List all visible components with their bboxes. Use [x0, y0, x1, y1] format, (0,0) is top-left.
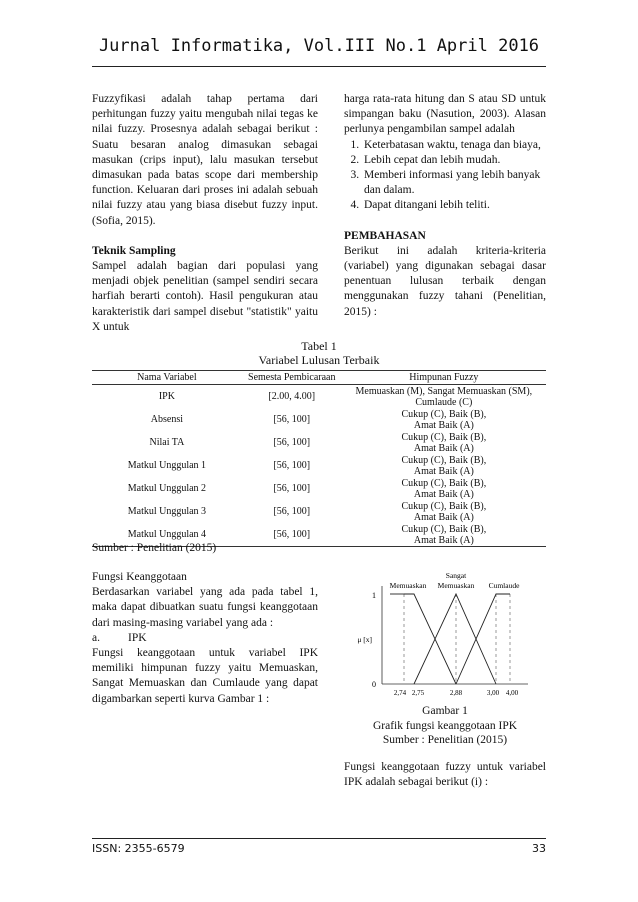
table-cell: IPK: [158, 391, 175, 403]
table-header: Nama Variabel: [92, 371, 242, 385]
footer-rule: [92, 838, 546, 839]
table-title: Variabel Lulusan Terbaik: [258, 352, 380, 367]
journal-header: Jurnal Informatika, Vol.III No.1 April 2016: [98, 36, 540, 56]
table-cell: [56, 100]: [273, 437, 311, 449]
x-tick-label: 4,00: [505, 689, 519, 697]
table-header: Himpunan Fuzzy: [342, 371, 546, 385]
table-row: [92, 408, 546, 431]
fungsi-paragraph: Berdasarkan variabel yang ada pada tabel 1, maka dapat dibuatkan suatu fungsi keanggotaan dari masing-masing variabel yang ada :: [92, 586, 318, 629]
figure-number: Gambar 1: [422, 705, 468, 717]
x-tick-label: 3,00: [486, 689, 500, 697]
cell-line: Cukup (C), Baik (B),: [401, 500, 487, 512]
table-cell: [342, 431, 546, 454]
pembahasan-paragraph: Berikut ini adalah kriteria-kriteria (variabel) yang digunakan sebagai dasar penentuan lulusan terbaik dengan menggunakan fuzzy tahani (Penelitian, 2015) :: [344, 244, 546, 318]
table-cell: [342, 454, 546, 477]
cell-line: Cumlaude (C): [415, 396, 473, 408]
cell-line: Amat Baik (A): [413, 511, 474, 523]
table-number: Tabel 1: [301, 339, 337, 353]
table-row: [92, 477, 546, 500]
table-cell: [342, 385, 546, 409]
section-heading-pembahasan: PEMBAHASAN: [344, 229, 426, 242]
series-line-sangat-memuaskan: [414, 594, 496, 684]
series-label-sangat: Sangat: [445, 571, 467, 580]
y-axis-label: μ [x]: [357, 635, 372, 644]
list-item: 3. Memberi informasi yang lebih banyak dan dalam.: [362, 168, 546, 198]
table-cell: Absensi: [150, 414, 184, 426]
section-heading-fungsi: Fungsi Keanggotaan: [92, 571, 187, 583]
table-row: [92, 431, 546, 454]
table-header: Semesta Pembicaraan: [242, 371, 342, 385]
sampling-paragraph: Sampel adalah bagian dari populasi yang menjadi objek penelitian (sampel sendiri secara harfiah berarti contoh). Hasil pengukuran atau karakteristik dari sampel disebut "statistik" yaitu X untuk: [92, 260, 318, 333]
section-heading-sampling: Teknik Sampling: [92, 244, 176, 257]
cell-line: Cukup (C), Baik (B),: [401, 431, 487, 443]
series-label-sangat-memuaskan: Memuaskan: [437, 581, 475, 590]
figure-caption: [344, 704, 546, 748]
page-number: 33: [532, 842, 546, 855]
table-cell: [2.00, 4.00]: [268, 391, 316, 403]
series-line-cumlaude: [456, 594, 510, 684]
footer: [92, 842, 546, 855]
table-cell: [56, 100]: [242, 523, 342, 547]
cell-line: Amat Baik (A): [413, 442, 474, 454]
list-item: 1. Keterbatasan waktu, tenaga dan biaya,: [362, 138, 546, 153]
cell-line: Cukup (C), Baik (B),: [401, 408, 487, 420]
x-tick-label: 2,75: [411, 689, 425, 697]
table-cell: [56, 100]: [273, 460, 311, 472]
cell-line: Amat Baik (A): [413, 534, 474, 546]
table-row: [92, 454, 546, 477]
x-tick-label: 2,88: [449, 689, 463, 697]
table-cell: Matkul Unggulan 3: [127, 506, 207, 518]
y-tick-label: 1: [372, 591, 376, 600]
ipk-function-paragraph: Fungsi keanggotaan fuzzy untuk variabel IPK adalah sebagai berikut (i) :: [344, 761, 546, 789]
table-cell: Matkul Unggulan 1: [127, 460, 207, 472]
figure-source: Sumber : Penelitian (2015): [382, 734, 508, 746]
table-cell: Matkul Unggulan 4: [92, 523, 242, 547]
table-header-row: [92, 371, 546, 385]
cell-line: Amat Baik (A): [413, 419, 474, 431]
cell-line: Amat Baik (A): [413, 488, 474, 500]
list-item: 2. Lebih cepat dan lebih mudah.: [362, 153, 546, 168]
issn: ISSN: 2355-6579: [92, 842, 185, 855]
left-column: [92, 92, 318, 335]
figure-title: Grafik fungsi keanggotaan IPK: [372, 719, 518, 732]
fuzzyfikasi-paragraph: Fuzzyfikasi adalah tahap pertama dari perhitungan fuzzy yaitu mengubah nilai tegas ke nilai fuzzy. Prosesnya adalah sebagai berikut : Suatu besaran analog dimasukan sebagai masukan (crips input), lalu masukan tersebut dimasukan pada batas scope dari membership function. Keluaran dari proses ini adalah sebuah nilai fuzzy atau yang biasa disebut fuzzy input. (Sofia, 2015).: [92, 93, 318, 227]
sampling-continued-paragraph: harga rata-rata hitung dan S atau SD untuk simpangan baku (Nasution, 2003). Alasan perlunya pengambilan sampel adalah: [344, 93, 546, 136]
table-cell: [342, 523, 546, 547]
cell-line: Amat Baik (A): [413, 465, 474, 477]
table-cell: [56, 100]: [273, 483, 311, 495]
header-rule: [92, 66, 546, 67]
table-row: [92, 385, 546, 409]
table-cell: [342, 408, 546, 431]
cell-line: Memuaskan (M), Sangat Memuaskan (SM),: [355, 385, 533, 397]
item-text: IPK: [127, 631, 147, 644]
variables-table: [92, 370, 546, 547]
ipk-paragraph: Fungsi keanggotaan untuk variabel IPK memiliki himpunan fuzzy yaitu Memuaskan, Sangat Memuaskan dan Cumlaude yang dapat digambarkan seperti kurva Gambar 1 :: [92, 647, 318, 705]
series-label-cumlaude: Cumlaude: [488, 581, 520, 590]
right-column-lower: [344, 760, 546, 790]
left-column-lower: [92, 570, 318, 707]
right-column: [344, 92, 546, 320]
series-line-memuaskan: [404, 594, 456, 684]
item-label: a.: [92, 631, 100, 644]
table-caption: [92, 340, 546, 367]
x-tick-label: 2,74: [393, 689, 407, 697]
table-cell: [56, 100]: [273, 506, 311, 518]
list-item: 4. Dapat ditangani lebih teliti.: [362, 198, 546, 213]
cell-line: Cukup (C), Baik (B),: [401, 523, 487, 535]
y-tick-label: 0: [372, 680, 376, 689]
series-label-memuaskan: Memuaskan: [389, 581, 427, 590]
table-row: [92, 500, 546, 523]
table-cell: Matkul Unggulan 2: [127, 483, 207, 495]
cell-line: Cukup (C), Baik (B),: [401, 477, 487, 489]
cell-line: Cukup (C), Baik (B),: [401, 454, 487, 466]
table-cell: [342, 477, 546, 500]
reasons-list: [344, 138, 546, 214]
table-cell: Nilai TA: [149, 437, 185, 449]
table-cell: [56, 100]: [273, 414, 311, 426]
table-cell: [342, 500, 546, 523]
table-source: Sumber : Penelitian (2015): [92, 542, 217, 554]
membership-chart: [352, 566, 532, 704]
